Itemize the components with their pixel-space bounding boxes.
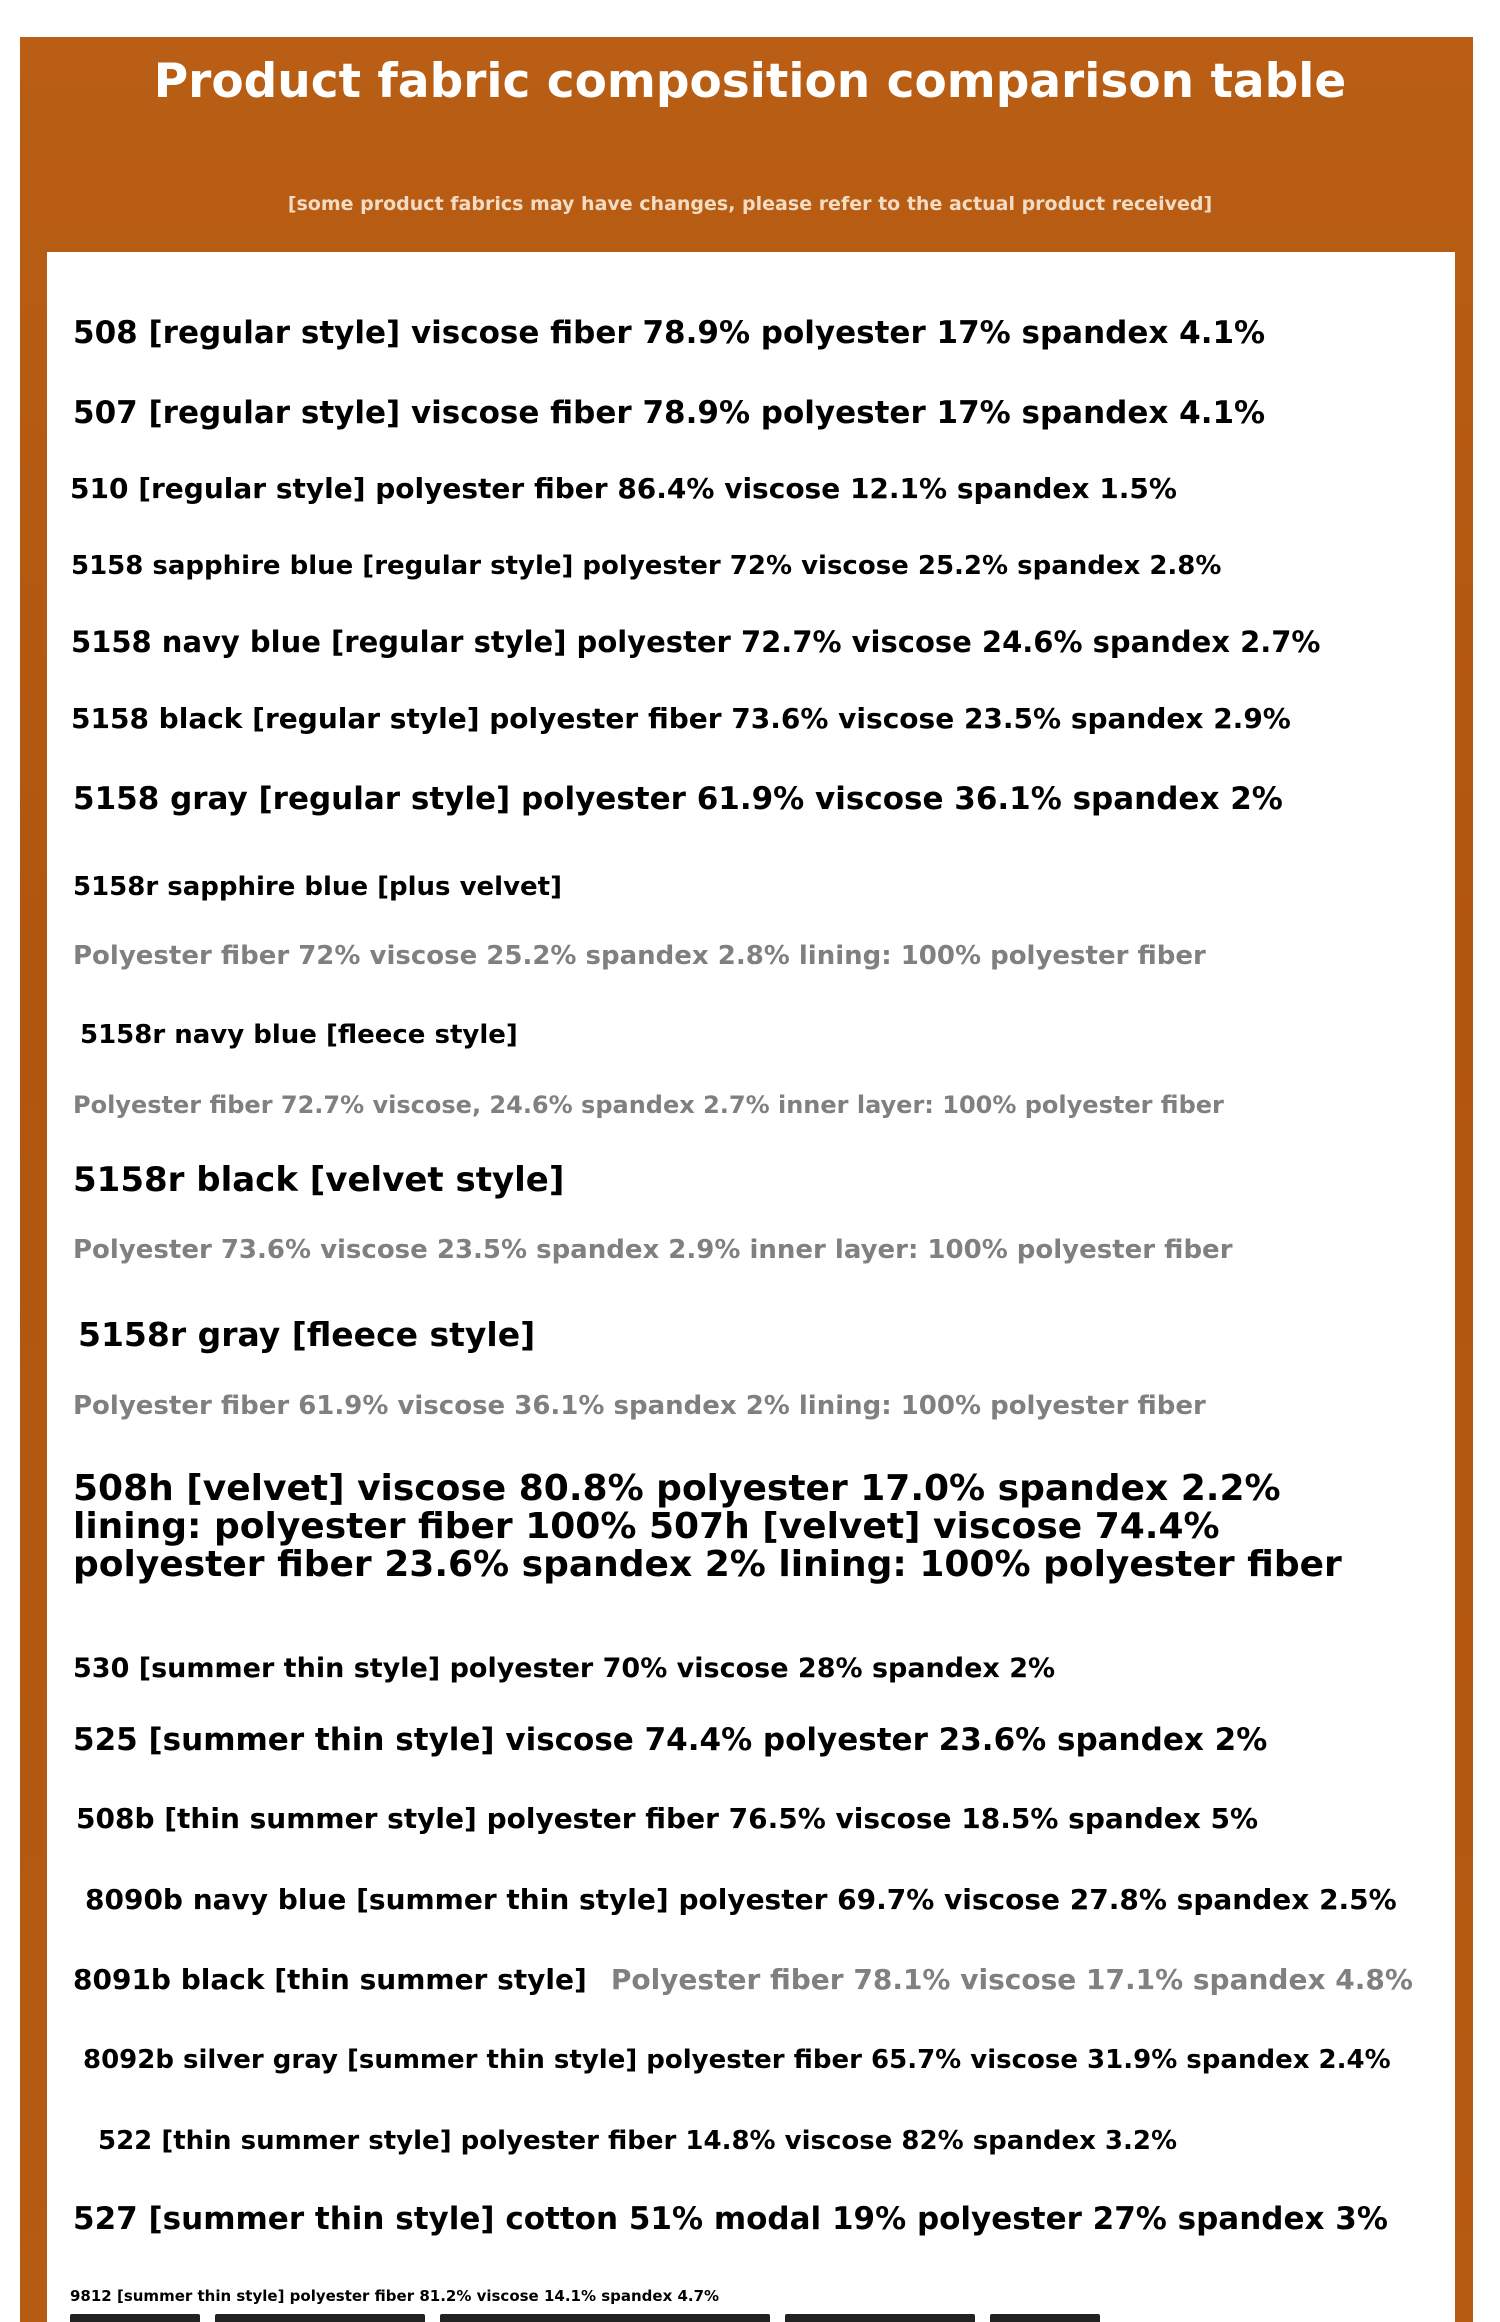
composition-detail: Polyester fiber 72.7% viscose, 24.6% spandex 2.7% inner layer: 100% polyester fiber — [73, 1091, 1224, 1119]
list-item: 8090b navy blue [summer thin style] polyester 69.7% viscose 27.8% spandex 2.5% — [85, 1883, 1397, 1916]
list-item: 527 [summer thin style] cotton 51% modal 19% polyester 27% spandex 3% — [73, 2201, 1388, 2237]
composition-detail: Polyester fiber 72% viscose 25.2% spandex 2.8% lining: 100% polyester fiber — [73, 941, 1206, 971]
list-item — [73, 1963, 1413, 1996]
composition-detail: Polyester fiber 61.9% viscose 36.1% spandex 2% lining: 100% polyester fiber — [73, 1391, 1206, 1421]
composition-detail: Polyester 73.6% viscose 23.5% spandex 2.9% inner layer: 100% polyester fiber — [73, 1235, 1233, 1265]
list-item: 508b [thin summer style] polyester fiber 76.5% viscose 18.5% spandex 5% — [76, 1802, 1259, 1835]
list-item: 5158 black [regular style] polyester fiber 73.6% viscose 23.5% spandex 2.9% — [71, 702, 1291, 735]
list-item: 5158 gray [regular style] polyester 61.9% viscose 36.1% spandex 2% — [73, 781, 1283, 817]
list-item: 8092b silver gray [summer thin style] polyester fiber 65.7% viscose 31.9% spandex 2.4% — [83, 2045, 1391, 2075]
cropped-text-line — [70, 2308, 1170, 2322]
list-item: 5158r navy blue [fleece style] — [80, 1020, 518, 1050]
list-item-label: 8091b black [thin summer style] — [73, 1963, 587, 1996]
list-item: 5158 sapphire blue [regular style] polyester 72% viscose 25.2% spandex 2.8% — [71, 551, 1222, 581]
velvet-composition-block: 508h [velvet] viscose 80.8% polyester 17.0% spandex 2.2% lining: polyester fiber 100% 507h [velvet] viscose 74.4% polyester fiber 23.6% spandex 2% lining: 100% polyester fiber — [73, 1468, 1342, 1585]
list-item: 510 [regular style] polyester fiber 86.4% viscose 12.1% spandex 1.5% — [70, 472, 1177, 505]
composition-detail: Polyester fiber 78.1% viscose 17.1% spandex 4.8% — [610, 1963, 1413, 1996]
list-item: 5158 navy blue [regular style] polyester 72.7% viscose 24.6% spandex 2.7% — [71, 625, 1321, 659]
list-item: 530 [summer thin style] polyester 70% viscose 28% spandex 2% — [73, 1653, 1056, 1684]
list-item: 508 [regular style] viscose fiber 78.9% polyester 17% spandex 4.1% — [73, 315, 1266, 351]
list-item: 5158r black [velvet style] — [73, 1160, 565, 1200]
list-item: 507 [regular style] viscose fiber 78.9% polyester 17% spandex 4.1% — [73, 395, 1266, 431]
list-item: 525 [summer thin style] viscose 74.4% polyester 23.6% spandex 2% — [73, 1722, 1268, 1758]
fabric-change-notice: [some product fabrics may have changes, please refer to the actual product received] — [287, 193, 1213, 215]
page-title: Product fabric composition comparison table — [153, 54, 1347, 109]
list-item: 5158r sapphire blue [plus velvet] — [73, 872, 562, 902]
list-item: 522 [thin summer style] polyester fiber 14.8% viscose 82% spandex 3.2% — [98, 2126, 1178, 2156]
list-item: 9812 [summer thin style] polyester fiber 81.2% viscose 14.1% spandex 4.7% — [70, 2287, 720, 2305]
list-item: 5158r gray [fleece style] — [78, 1315, 536, 1354]
